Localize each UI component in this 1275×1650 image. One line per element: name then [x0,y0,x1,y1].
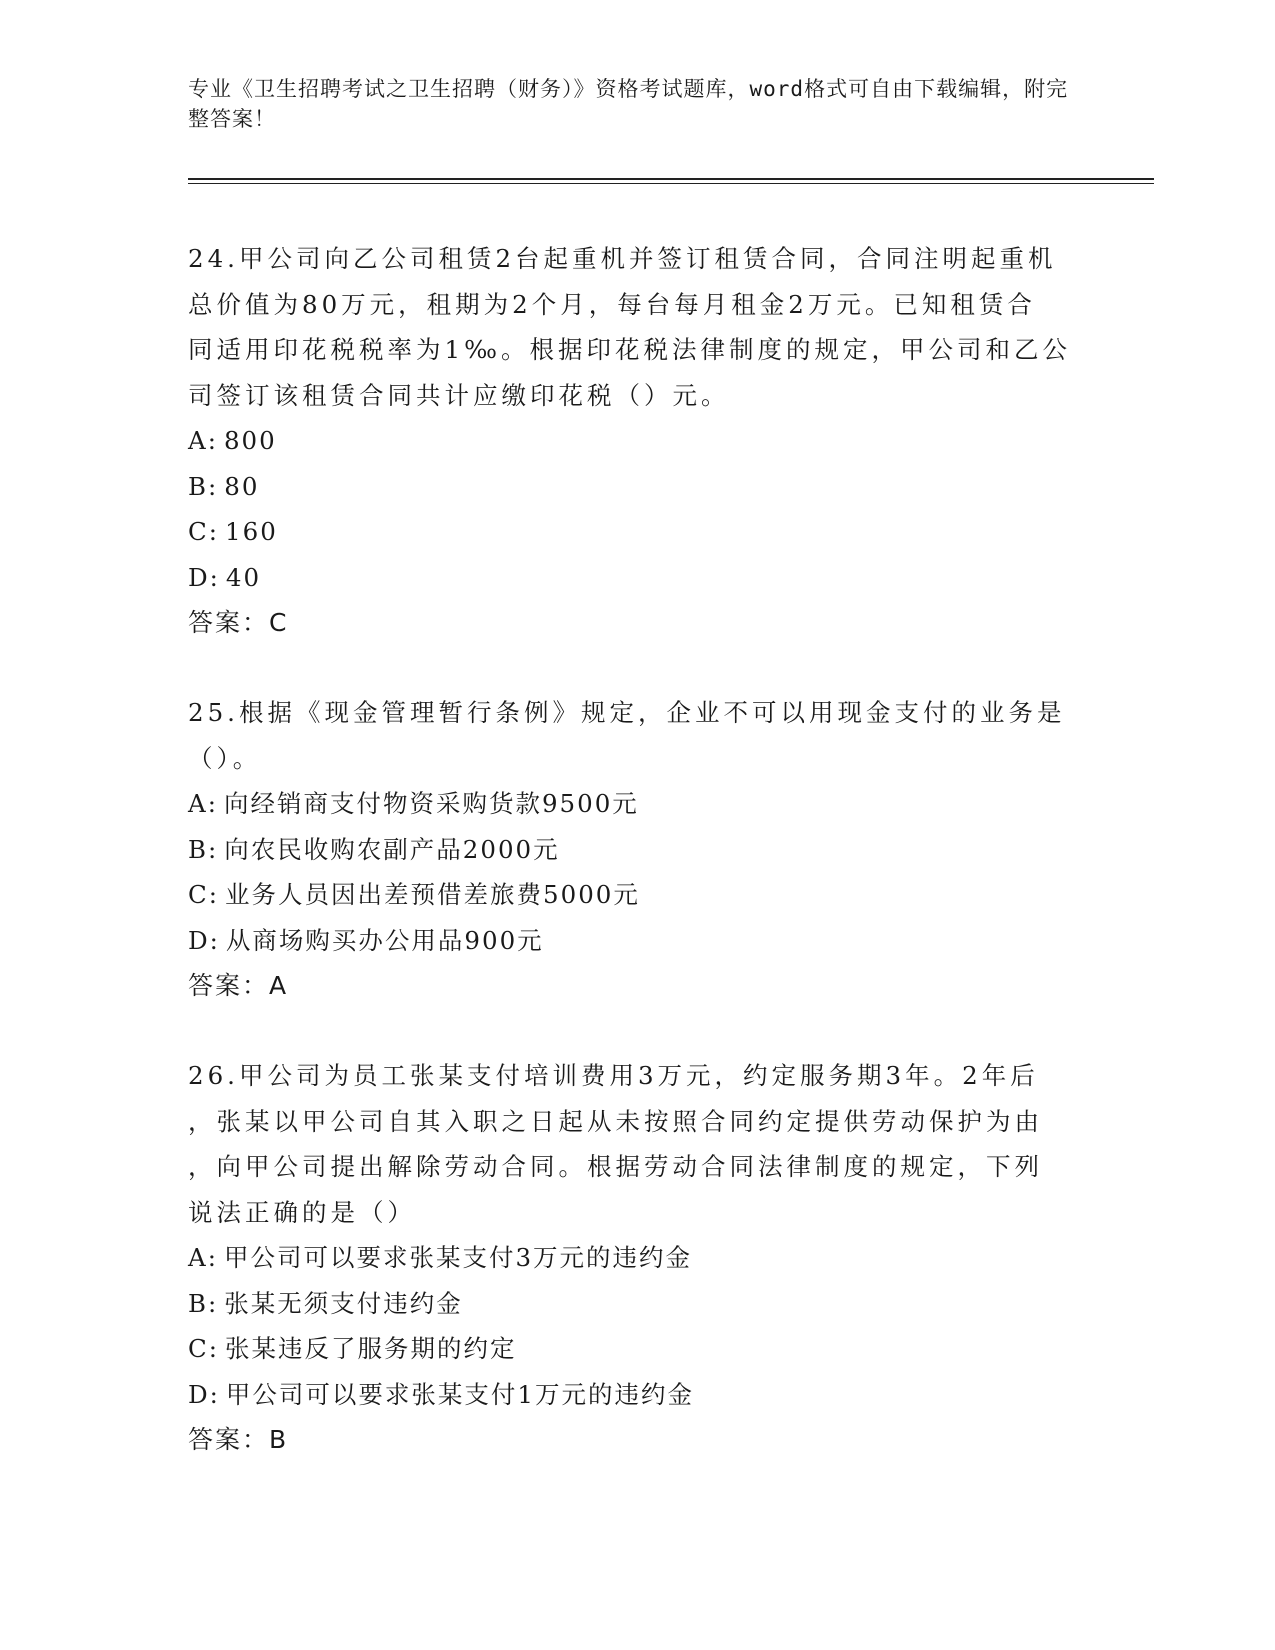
answer-line: 答案：C [188,608,289,637]
option-b [188,1281,1088,1327]
option-text: 160 [225,517,278,546]
option-letter: A: [188,789,218,818]
option-a [188,781,1088,827]
option-letter: B: [188,471,219,501]
option-text: 800 [223,426,277,455]
option-letter: B: [188,1288,219,1318]
question-24 [188,236,1088,646]
header-divider-thin [188,183,1154,184]
option-b [188,827,1088,873]
option-letter: D: [188,925,220,955]
option-b [188,464,1088,510]
option-c [188,872,1088,918]
option-d [188,1372,1088,1418]
option-text: 向农民收购农副产品2000元 [224,834,560,864]
option-text: 40 [225,562,262,592]
option-letter: C: [188,1334,220,1363]
answer-line: 答案：B [188,1425,289,1454]
option-d [188,918,1088,964]
option-letter: C: [188,880,220,909]
option-letter: B: [188,834,219,864]
option-letter: D: [188,1379,220,1409]
option-a [188,418,1088,464]
option-text: 从商场购买办公用品900元 [225,925,544,955]
question-26 [188,1053,1088,1463]
option-letter: D: [188,562,220,592]
option-c [188,1326,1088,1372]
option-text: 甲公司可以要求张某支付3万元的违约金 [223,1243,693,1272]
option-letter: A: [188,426,218,455]
option-d [188,555,1088,601]
header-divider [188,178,1154,180]
option-text: 张某无须支付违约金 [224,1288,463,1318]
option-text: 80 [224,471,260,501]
answer-line: 答案：A [188,971,289,1000]
header-note: 专业《卫生招聘考试之卫生招聘（财务）》资格考试题库，word格式可自由下载编辑，附完整答案！ [188,77,1069,131]
question-25 [188,690,1088,1009]
option-text: 向经销商支付物资采购货款9500元 [223,789,639,818]
option-text: 甲公司可以要求张某支付1万元的违约金 [225,1379,694,1409]
option-a [188,1235,1088,1281]
option-letter: A: [188,1243,218,1272]
option-letter: C: [188,517,220,546]
option-text: 张某违反了服务期的约定 [225,1334,517,1363]
question-text: 24.甲公司向乙公司租赁2台起重机并签订租赁合同，合同注明起重机 总价值为80万元，租期为2个月，每台每月租金2万元。已知租赁合 同适用印花税税率为1‰。根据印花税法律制度的规定，甲公司和乙公 司签订该租赁合同共计应缴印花税（）元。 [188,244,1071,410]
option-c [188,509,1088,555]
question-text: 26.甲公司为员工张某支付培训费用3万元，约定服务期3年。2年后 ，张某以甲公司自其入职之日起从未按照合同约定提供劳动保护为由 ，向甲公司提出解除劳动合同。根据劳动合同法律制度的规定，下列 说法正确的是（） [188,1061,1043,1227]
question-text: 25.根据《现金管理暂行条例》规定，企业不可以用现金支付的业务是 （）。 [188,698,1066,773]
option-text: 业务人员因出差预借差旅费5000元 [225,880,640,909]
